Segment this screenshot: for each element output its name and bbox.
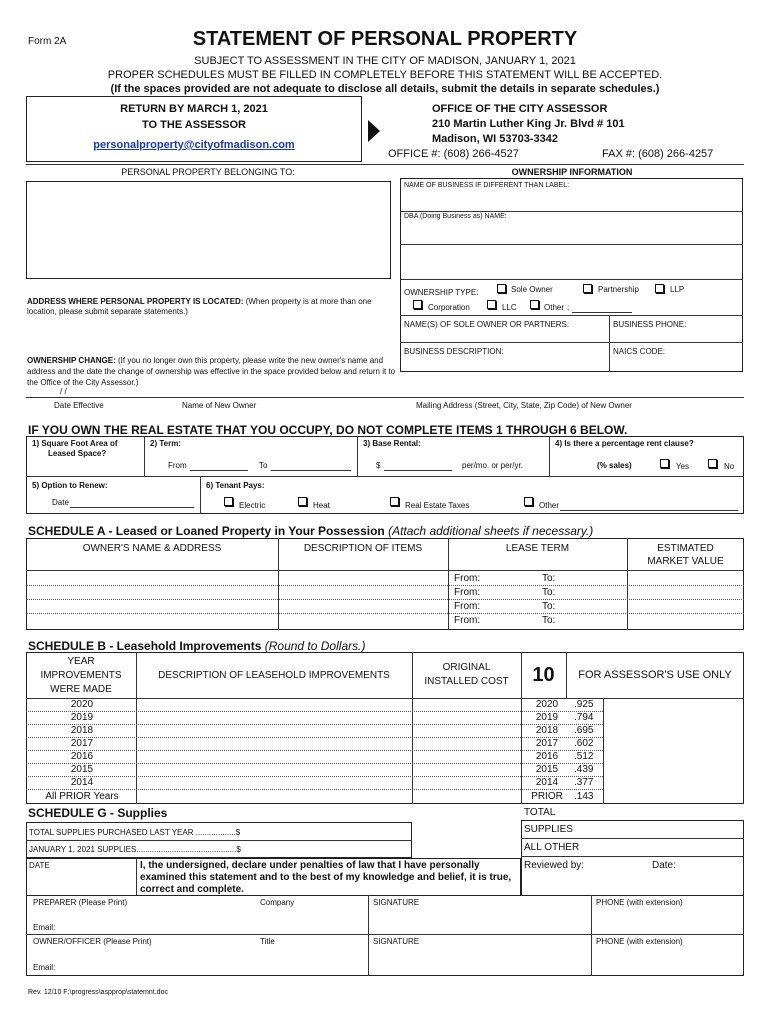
form-id: Form 2A: [28, 36, 67, 47]
ownership-change-instructions: OWNERSHIP CHANGE: (If you no longer own this property, please write the new owner's name and address and the date the change of ownership was effective in the space provided below and return it to the Office of the City Assessor.): [27, 356, 396, 387]
llp-checkbox[interactable]: [655, 284, 664, 293]
term-to-line[interactable]: [271, 470, 351, 471]
corporation-checkbox[interactable]: [413, 300, 422, 309]
sole-owner-checkbox[interactable]: [497, 284, 506, 293]
date-slashes: / /: [60, 387, 67, 396]
schedule-a-col-owner: OWNER'S NAME & ADDRESS: [82, 543, 222, 554]
date-effective-label: Date Effective: [54, 401, 104, 410]
improvement-year: 2018: [70, 725, 94, 736]
title-label: Title: [260, 937, 275, 946]
declaration-date-label: DATE: [29, 861, 50, 870]
lease-from-label: From:: [454, 615, 481, 626]
llc-checkbox[interactable]: [487, 300, 496, 309]
business-phone-label: BUSINESS PHONE:: [613, 320, 687, 329]
divider: [26, 164, 744, 165]
item3-label: 3) Base Rental:: [363, 439, 421, 448]
factor-year: 2014: [535, 777, 559, 788]
owner-phone-label: PHONE (with extension): [596, 937, 683, 946]
schedule-b-col-cost: ORIGINAL: [442, 662, 491, 673]
taxes-checkbox[interactable]: [390, 497, 399, 506]
declaration-text: I, the undersigned, declare under penalties of law that I have personally: [140, 860, 480, 871]
schedule-b-col-year: YEAR: [67, 656, 95, 667]
mailing-address-label: Mailing Address (Street, City, State, Zip Code) of New Owner: [416, 401, 632, 410]
schedule-b-col-description: DESCRIPTION OF LEASEHOLD IMPROVEMENTS: [158, 670, 390, 681]
base-rental-line[interactable]: [384, 470, 452, 471]
electric-checkbox[interactable]: [224, 497, 233, 506]
lease-to-label: To:: [542, 573, 556, 584]
page-title: STATEMENT OF PERSONAL PROPERTY: [192, 28, 578, 50]
factor-value: .794: [574, 712, 594, 723]
corporation-label: Corporation: [428, 303, 470, 312]
supplies-purchased-label: TOTAL SUPPLIES PURCHASED LAST YEAR ..................$: [29, 828, 241, 837]
subtitle-line: SUBJECT TO ASSESSMENT IN THE CITY OF MADISON, JANUARY 1, 2021: [194, 55, 576, 67]
factor-value: .512: [574, 751, 594, 762]
footer-revision: Rev. 12/10 F:\progress\aspprop\statemnt.doc: [28, 989, 168, 996]
factor-year: 2019: [535, 712, 559, 723]
renew-date-line[interactable]: [70, 507, 194, 508]
owner-email-label: Email:: [33, 963, 56, 972]
dba-input[interactable]: [404, 225, 738, 239]
all-other-label: ALL OTHER: [524, 842, 580, 853]
office-phone: OFFICE #: (608) 266-4527: [388, 148, 519, 160]
factor-value: .602: [574, 738, 594, 749]
schedule-a-col-value: ESTIMATED: [657, 543, 714, 554]
sole-owner-label: Sole Owner: [511, 285, 553, 294]
improvement-year: 2017: [70, 738, 94, 749]
schedule-b-title: SCHEDULE B - Leasehold Improvements (Round to Dollars.): [28, 639, 366, 653]
owner-names-label: NAME(S) OF SOLE OWNER OR PARTNERS:: [404, 320, 570, 329]
other-type-label: Other: [544, 303, 565, 312]
office-fax: FAX #: (608) 266-4257: [602, 148, 714, 160]
dba-label: DBA (Doing Business as) NAME:: [404, 213, 507, 220]
email-link[interactable]: personalproperty@cityofmadison.com: [93, 139, 295, 151]
office-name: OFFICE OF THE CITY ASSESSOR: [432, 103, 608, 115]
instruction-line: PROPER SCHEDULES MUST BE FILLED IN COMPLETELY BEFORE THIS STATEMENT WILL BE ACCEPTED.: [107, 69, 663, 81]
business-name-label: NAME OF BUSINESS IF DIFFERENT THAN LABEL:: [404, 182, 570, 189]
improvement-year: 2014: [70, 777, 94, 788]
factor-value: .439: [574, 764, 594, 775]
rent-clause-no-checkbox[interactable]: [708, 459, 717, 468]
factor-value: .377: [574, 777, 594, 788]
improvement-year: 2016: [70, 751, 94, 762]
ownership-type-label: OWNERSHIP TYPE:: [404, 288, 479, 297]
belonging-label: PERSONAL PROPERTY BELONGING TO:: [121, 167, 295, 177]
reviewed-by-label: Reviewed by:: [524, 860, 585, 871]
supplies-total-label: SUPPLIES: [524, 824, 573, 835]
new-owner-label: Name of New Owner: [182, 401, 257, 410]
address-instructions: ADDRESS WHERE PERSONAL PROPERTY IS LOCATED: (When property is at more than one location, please submit separate statements.): [27, 297, 372, 316]
schedule-b-col-number: 10: [532, 664, 555, 686]
improvement-year: 2015: [70, 764, 94, 775]
factor-year: 2018: [535, 725, 559, 736]
owner-signature-label: SIGNATURE: [373, 937, 420, 946]
schedule-a-col-description: DESCRIPTION OF ITEMS: [303, 543, 423, 554]
improvement-year: 2020: [70, 699, 94, 710]
return-to: TO THE ASSESSOR: [142, 119, 246, 131]
total-label: TOTAL: [524, 807, 556, 818]
improvement-year: All PRIOR Years: [45, 791, 119, 802]
item1-label: 1) Square Foot Area of: [32, 439, 118, 448]
ownership-heading: OWNERSHIP INFORMATION: [511, 167, 633, 177]
company-label: Company: [260, 898, 295, 907]
real-estate-heading: IF YOU OWN THE REAL ESTATE THAT YOU OCCUPY, DO NOT COMPLETE ITEMS 1 THROUGH 6 BELOW.: [28, 423, 628, 437]
improvement-year: 2019: [70, 712, 94, 723]
business-name-input[interactable]: [404, 194, 738, 208]
factor-year: 2017: [535, 738, 559, 749]
factor-value: .143: [574, 791, 594, 802]
lease-to-label: To:: [542, 615, 556, 626]
other-type-checkbox[interactable]: [530, 300, 539, 309]
schedule-g-title: SCHEDULE G - Supplies: [28, 806, 168, 820]
review-date-label: Date:: [652, 860, 676, 871]
return-date: RETURN BY MARCH 1, 2021: [120, 103, 268, 115]
item5-label: 5) Option to Renew:: [32, 481, 108, 490]
lease-from-label: From:: [454, 601, 481, 612]
preparer-signature-label: SIGNATURE: [373, 898, 420, 907]
lease-to-label: To:: [542, 587, 556, 598]
llc-label: LLC: [502, 303, 517, 312]
lease-from-label: From:: [454, 573, 481, 584]
arrow-right-icon: [366, 118, 382, 144]
factor-year: 2015: [535, 764, 559, 775]
partnership-checkbox[interactable]: [583, 284, 592, 293]
preparer-label: PREPARER (Please Print): [33, 898, 128, 907]
item4-label: 4) Is there a percentage rent clause?: [555, 439, 694, 448]
other-pays-line[interactable]: [560, 510, 738, 511]
other-type-line[interactable]: [572, 312, 632, 313]
factor-year: PRIOR: [531, 791, 563, 802]
instruction-note: (If the spaces provided are not adequate to disclose all details, submit the details in separate schedules.): [110, 83, 660, 95]
owner-label: OWNER/OFFICER (Please Print): [33, 937, 152, 946]
factor-year: 2016: [535, 751, 559, 762]
label-box[interactable]: [26, 181, 391, 279]
factor-year: 2020: [535, 699, 559, 710]
rent-clause-yes-checkbox[interactable]: [660, 459, 669, 468]
llp-label: LLP: [670, 285, 685, 294]
office-city: Madison, WI 53703-3342: [432, 133, 558, 145]
lease-to-label: To:: [542, 601, 556, 612]
assessor-use-label: FOR ASSESSOR'S USE ONLY: [578, 669, 732, 681]
lease-from-label: From:: [454, 587, 481, 598]
schedule-a-title: SCHEDULE A - Leased or Loaned Property in Your Possession (Attach additional sheets if necessary.): [28, 524, 594, 538]
partnership-label: Partnership: [598, 285, 639, 294]
signers-box: [26, 895, 744, 976]
business-description-label: BUSINESS DESCRIPTION:: [404, 347, 504, 356]
item2-label: 2) Term:: [150, 439, 181, 448]
factor-value: .925: [574, 699, 594, 710]
office-street: 210 Martin Luther King Jr. Blvd # 101: [432, 118, 625, 130]
factor-value: .695: [574, 725, 594, 736]
term-from-line[interactable]: [190, 470, 248, 471]
january-supplies-label: JANUARY 1, 2021 SUPPLIES.............................................$: [29, 845, 241, 854]
preparer-email-label: Email:: [33, 923, 56, 932]
preparer-phone-label: PHONE (with extension): [596, 898, 683, 907]
item6-label: 6) Tenant Pays:: [206, 481, 265, 490]
heat-checkbox[interactable]: [298, 497, 307, 506]
other-pays-checkbox[interactable]: [524, 497, 533, 506]
schedule-a-col-lease: LEASE TERM: [505, 543, 570, 554]
naics-label: NAICS CODE:: [613, 347, 666, 356]
